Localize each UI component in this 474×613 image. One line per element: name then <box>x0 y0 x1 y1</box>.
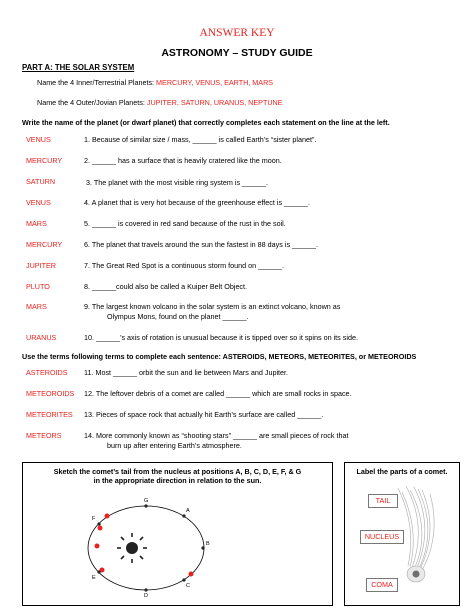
answer-8: PLUTO <box>26 282 50 291</box>
answer-6: MERCURY <box>26 240 63 249</box>
question-10: 10. ______’s axis of rotation is unusual because it is tipped over so it spins on its side. <box>84 333 358 342</box>
question-14-line-2: burn up after entering Earth’s atmosphere. <box>107 441 242 450</box>
point-a-label: A <box>186 508 190 514</box>
question-3: 3. The planet with the most visible ring system is ______. <box>86 178 269 187</box>
orbit-tail-marks <box>95 514 194 577</box>
page-title: ASTRONOMY – STUDY GUIDE <box>161 47 313 59</box>
outer-planets-line <box>37 98 283 107</box>
inner-planets-answer: MERCURY, VENUS, EARTH, MARS <box>156 78 274 87</box>
answer-1: VENUS <box>26 135 51 144</box>
orbit-points <box>97 504 204 591</box>
question-6: 6. The planet that travels around the sun the fastest in 88 days is ______. <box>84 240 319 249</box>
answer-2: MERCURY <box>26 156 63 165</box>
point-g-label: G <box>144 498 149 504</box>
answer-key-header: ANSWER KEY <box>199 27 275 39</box>
question-1: 1. Because of similar size / mass, ______ is called Earth’s “sister planet”. <box>84 135 317 144</box>
answer-7: JUPITER <box>26 261 56 270</box>
question-2: 2. ______ has a surface that is heavily cratered like the moon. <box>84 156 282 165</box>
coma-label: COMA <box>366 578 398 592</box>
answer-9: MARS <box>26 302 47 311</box>
point-a-dot <box>182 514 185 517</box>
question-11: 11. Most ______ orbit the sun and lie between Mars and Jupiter. <box>84 368 289 377</box>
point-g-dot <box>144 504 147 507</box>
answer-13: METEORITES <box>26 410 73 419</box>
point-b-dot <box>201 546 204 549</box>
part-a-heading: PART A: THE SOLAR SYSTEM <box>22 63 135 72</box>
nucleus-label: NUCLEUS <box>360 530 404 544</box>
point-f-label: F <box>92 516 96 522</box>
inner-planets-line <box>37 78 273 87</box>
point-e-label: E <box>92 575 96 581</box>
question-4: 4. A planet that is very hot because of the greenhouse effect is ______. <box>84 198 311 207</box>
answer-14: METEORS <box>26 431 62 440</box>
point-c-label: C <box>186 583 190 589</box>
point-d-label: D <box>144 593 148 599</box>
answer-10: URANUS <box>26 333 57 342</box>
question-13: 13. Pieces of space rock that actually hit Earth’s surface are called ______. <box>84 410 324 419</box>
point-e-dot <box>97 570 100 573</box>
comet-tail-streaks <box>398 486 434 572</box>
answer-5: MARS <box>26 219 47 228</box>
outer-planets-answer: JUPITER, SATURN, URANUS, NEPTUNE <box>146 98 283 107</box>
answer-12: METEOROIDS <box>26 389 75 398</box>
comet-parts-title: Label the parts of a comet. <box>356 467 448 476</box>
answer-4: VENUS <box>26 198 51 207</box>
point-b-label: B <box>206 541 210 547</box>
question-7: 7. The Great Red Spot is a continuous storm found on ______. <box>84 261 285 270</box>
comet-tail-instructions-line-1: Sketch the comet’s tail from the nucleus at positions A, B, C, D, E, F, & G <box>53 467 302 476</box>
comet-tail-instructions-line-2: in the appropriate direction in relation to the sun. <box>93 476 262 485</box>
answer-3: SATURN <box>26 177 56 186</box>
point-c-dot <box>182 578 185 581</box>
instructions-terms: Use the terms following terms to complete each sentence: ASTEROIDS, METEORS, METEORITES, or METEOROIDS <box>22 352 417 361</box>
orbit-diagram <box>80 490 220 600</box>
sun-icon <box>117 533 147 563</box>
instructions-planets: Write the name of the planet (or dwarf planet) that correctly completes each statement on the line at the left. <box>22 118 390 127</box>
question-9-line-2: Olympus Mons, found on the planet ______. <box>107 312 249 321</box>
question-5: 5. ______ is covered in red sand because of the rust in the soil. <box>84 219 286 228</box>
point-d-dot <box>144 588 147 591</box>
question-14: 14. More commonly known as “shooting stars” ______ are small pieces of rock that <box>84 431 349 440</box>
question-8: 8. ______could also be called a Kuiper Belt Object. <box>84 282 248 291</box>
question-9: 9. The largest known volcano in the solar system is an extinct volcano, known as <box>84 302 341 311</box>
tail-label: TAIL <box>368 494 398 508</box>
question-12: 12. The leftover debris of a comet are called ______ which are small rocks in space. <box>84 389 352 398</box>
comet-nucleus-shape <box>413 571 420 578</box>
answer-11: ASTEROIDS <box>26 368 68 377</box>
point-f-dot <box>97 522 100 525</box>
outer-planets-label: Name the 4 Outer/Jovian Planets: <box>37 98 147 107</box>
inner-planets-label: Name the 4 Inner/Terrestrial Planets: <box>37 78 157 87</box>
